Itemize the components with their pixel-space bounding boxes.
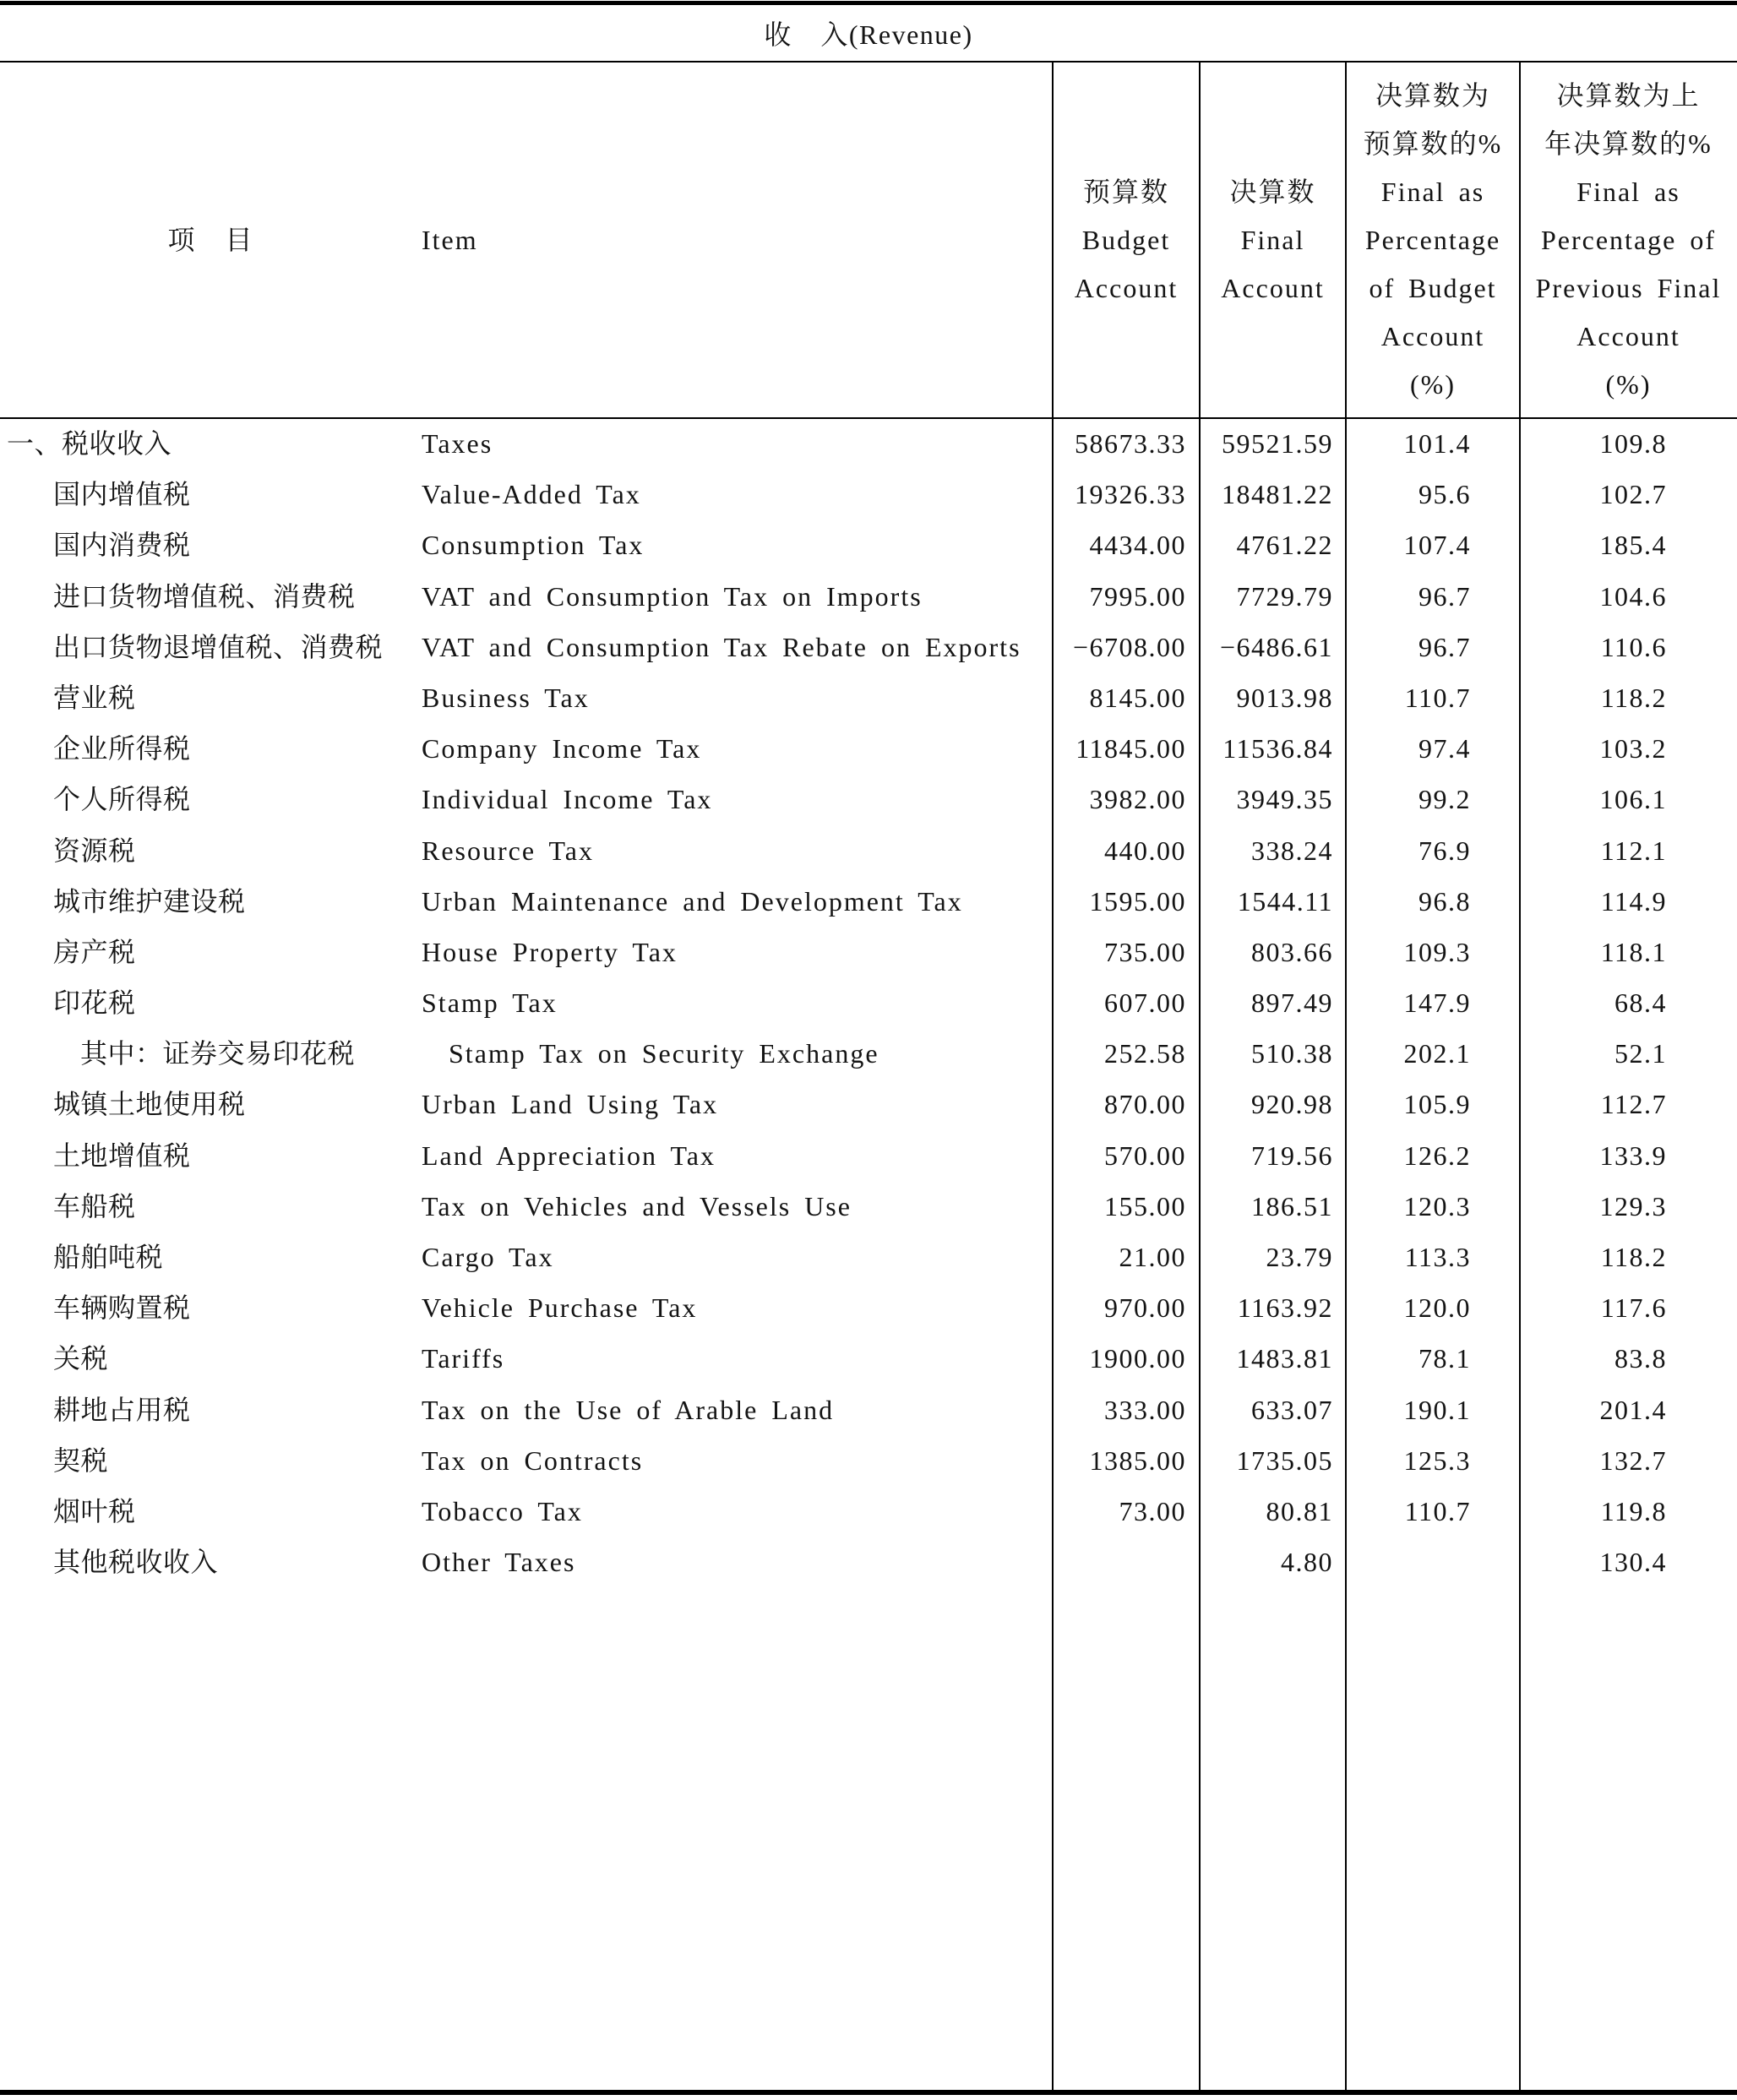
item-name-en: VAT and Consumption Tax Rebate on Exports <box>422 631 1021 662</box>
final-pct-of-budget-value: 96.7 <box>1418 580 1471 612</box>
table-row <box>0 1282 1737 1333</box>
final-account-value: −6486.61 <box>1219 631 1333 662</box>
budget-account-value: 1900.00 <box>1089 1343 1186 1374</box>
final-pct-of-budget-value: 107.4 <box>1403 530 1471 561</box>
header-pct-of-budget <box>1346 63 1520 417</box>
final-pct-of-budget-value: 110.7 <box>1404 1495 1471 1526</box>
item-name-zh: 个人所得税 <box>53 784 191 815</box>
final-account-value: 4761.22 <box>1236 530 1333 561</box>
header-line: Budget <box>1081 225 1171 255</box>
item-name-en: Value-Added Tax <box>422 479 641 510</box>
final-account-value: 1735.05 <box>1236 1444 1333 1476</box>
table-bottom-rule <box>0 2090 1737 2095</box>
budget-account-value: 333.00 <box>1104 1394 1186 1425</box>
item-name-en: Tax on the Use of Arable Land <box>422 1394 835 1425</box>
final-pct-of-budget-value: 110.7 <box>1404 682 1471 713</box>
final-pct-of-budget-value: 105.9 <box>1403 1089 1471 1120</box>
final-pct-of-previous-value: 112.7 <box>1600 1089 1667 1120</box>
final-pct-of-budget-value: 95.6 <box>1418 479 1471 510</box>
table-row <box>0 571 1737 622</box>
table-row <box>0 977 1737 1028</box>
item-name-en: Tariffs <box>422 1343 505 1374</box>
header-line: of Budget <box>1369 273 1497 303</box>
header-line: 预算数的% <box>1363 128 1503 159</box>
final-pct-of-budget-value: 96.8 <box>1418 885 1471 917</box>
item-name-zh: 国内增值税 <box>53 479 191 510</box>
table-row <box>0 1028 1737 1079</box>
final-pct-of-budget-value: 101.4 <box>1403 428 1471 459</box>
final-pct-of-previous-value: 104.6 <box>1599 580 1667 612</box>
budget-account-value: 4434.00 <box>1089 530 1186 561</box>
final-pct-of-previous-value: 129.3 <box>1599 1190 1667 1221</box>
final-pct-of-budget-value: 96.7 <box>1418 631 1471 662</box>
final-account-value: 897.49 <box>1251 987 1333 1019</box>
table-body <box>0 418 1737 1587</box>
final-pct-of-previous-value: 83.8 <box>1614 1343 1667 1374</box>
item-name-zh: 资源税 <box>53 835 136 866</box>
item-name-zh: 营业税 <box>53 682 136 713</box>
final-pct-of-budget-value: 125.3 <box>1403 1444 1471 1476</box>
table-row <box>0 1079 1737 1129</box>
final-pct-of-previous-value: 118.2 <box>1600 1242 1667 1272</box>
table-row <box>0 1486 1737 1537</box>
table-row <box>0 520 1737 570</box>
item-name-zh: 出口货物退增值税、消费税 <box>53 631 384 662</box>
final-account-value: 4.80 <box>1281 1547 1333 1578</box>
final-pct-of-previous-value: 117.6 <box>1600 1292 1667 1324</box>
table-row <box>0 1232 1737 1282</box>
final-pct-of-previous-value: 112.1 <box>1600 835 1667 866</box>
budget-account-value: 8145.00 <box>1089 682 1186 713</box>
item-name-en: Stamp Tax on Security Exchange <box>449 1038 879 1069</box>
header-line: Account <box>1576 321 1680 351</box>
final-account-value: 9013.98 <box>1236 682 1333 713</box>
header-line: Account <box>1221 273 1325 303</box>
table-row <box>0 1181 1737 1232</box>
item-name-en: Tax on Vehicles and Vessels Use <box>422 1190 852 1221</box>
final-pct-of-previous-value: 133.9 <box>1599 1140 1667 1171</box>
budget-account-value: 735.00 <box>1104 936 1186 967</box>
item-name-zh: 城市维护建设税 <box>53 885 246 917</box>
header-pct-of-previous <box>1520 63 1737 417</box>
final-pct-of-budget-value: 120.3 <box>1403 1190 1471 1221</box>
item-name-en: Cargo Tax <box>422 1242 554 1272</box>
budget-account-value: 1595.00 <box>1089 885 1186 917</box>
item-name-zh: 耕地占用税 <box>53 1394 191 1425</box>
final-pct-of-previous-value: 130.4 <box>1599 1547 1667 1578</box>
budget-account-value: 19326.33 <box>1075 479 1186 510</box>
final-pct-of-previous-value: 109.8 <box>1599 428 1667 459</box>
table-header <box>0 63 1737 417</box>
item-name-en: Consumption Tax <box>422 530 645 561</box>
final-pct-of-budget-value: 109.3 <box>1403 936 1471 967</box>
header-line: Account <box>1380 321 1485 351</box>
table-row <box>0 876 1737 927</box>
final-pct-of-budget-value: 120.0 <box>1403 1292 1471 1324</box>
header-line: 预算数 <box>1082 177 1169 207</box>
final-pct-of-budget-value: 97.4 <box>1418 733 1471 764</box>
final-pct-of-previous-value: 52.1 <box>1614 1038 1667 1069</box>
item-name-zh: 进口货物增值税、消费税 <box>53 580 356 612</box>
final-account-value: 338.24 <box>1251 835 1333 866</box>
table-row <box>0 1333 1737 1384</box>
table-row <box>0 927 1737 977</box>
item-name-zh: 船舶吨税 <box>53 1242 164 1272</box>
item-name-zh: 烟叶税 <box>53 1495 136 1526</box>
final-account-value: 23.79 <box>1266 1242 1333 1272</box>
header-line: 年决算数的% <box>1544 128 1712 159</box>
item-name-zh: 城镇土地使用税 <box>53 1089 246 1120</box>
item-name-zh: 土地增值税 <box>53 1140 191 1171</box>
budget-account-value: 870.00 <box>1104 1089 1186 1120</box>
budget-account-value: 570.00 <box>1104 1140 1186 1171</box>
final-pct-of-previous-value: 118.2 <box>1600 682 1667 713</box>
final-pct-of-previous-value: 106.1 <box>1599 784 1667 815</box>
item-name-en: Other Taxes <box>422 1547 576 1578</box>
final-account-value: 186.51 <box>1251 1190 1333 1221</box>
final-pct-of-previous-value: 118.1 <box>1600 936 1667 967</box>
final-account-value: 510.38 <box>1251 1038 1333 1069</box>
final-pct-of-previous-value: 185.4 <box>1599 530 1667 561</box>
budget-account-value <box>1053 1537 1200 1587</box>
header-line: Percentage <box>1364 225 1501 255</box>
header-item-en <box>422 63 1053 417</box>
item-name-en: Urban Land Using Tax <box>422 1089 719 1120</box>
item-name-zh: 印花税 <box>53 987 136 1019</box>
header-line: 决算数为 <box>1375 80 1490 111</box>
final-pct-of-budget-value: 78.1 <box>1418 1343 1471 1374</box>
final-pct-of-budget-value: 190.1 <box>1403 1394 1471 1425</box>
table-row <box>0 774 1737 824</box>
header-line: Account <box>1074 273 1179 303</box>
budget-account-value: 58673.33 <box>1075 428 1186 459</box>
item-name-zh: 关税 <box>53 1343 109 1374</box>
final-pct-of-previous-value: 68.4 <box>1614 987 1667 1019</box>
table-row <box>0 825 1737 876</box>
budget-account-value: 21.00 <box>1119 1242 1186 1272</box>
final-account-value: 11536.84 <box>1222 733 1333 764</box>
budget-account-value: −6708.00 <box>1072 631 1186 662</box>
final-pct-of-budget-value: 113.3 <box>1404 1242 1471 1272</box>
item-name-zh: 其他税收收入 <box>53 1547 219 1578</box>
item-name-en: House Property Tax <box>422 936 678 967</box>
final-account-value: 7729.79 <box>1236 580 1333 612</box>
table-row <box>0 672 1737 723</box>
budget-account-value: 440.00 <box>1104 835 1186 866</box>
table-row <box>0 723 1737 774</box>
table-row <box>0 1435 1737 1486</box>
budget-account-value: 970.00 <box>1104 1292 1186 1324</box>
final-pct-of-budget-value: 99.2 <box>1418 784 1471 815</box>
budget-account-value: 155.00 <box>1104 1190 1186 1221</box>
item-name-en: Individual Income Tax <box>422 784 713 815</box>
final-account-value: 719.56 <box>1251 1140 1333 1171</box>
item-name-en: Business Tax <box>422 682 590 713</box>
item-name-en: Tax on Contracts <box>422 1444 644 1476</box>
item-name-zh: 一、税收收入 <box>7 428 172 459</box>
header-line: Previous Final <box>1535 273 1722 303</box>
item-name-en: Tobacco Tax <box>422 1495 583 1526</box>
final-pct-of-previous-value: 119.8 <box>1600 1495 1667 1526</box>
item-name-zh: 车船税 <box>53 1190 136 1221</box>
item-name-en: Company Income Tax <box>422 733 702 764</box>
final-account-value: 80.81 <box>1266 1495 1333 1526</box>
budget-account-value: 7995.00 <box>1089 580 1186 612</box>
item-name-zh: 房产税 <box>53 936 136 967</box>
title-divider <box>0 61 1737 63</box>
final-pct-of-previous-value: 114.9 <box>1600 885 1667 917</box>
budget-account-value: 252.58 <box>1104 1038 1186 1069</box>
table-row <box>0 1130 1737 1181</box>
final-account-value: 920.98 <box>1251 1089 1333 1120</box>
header-line: Final <box>1240 225 1305 255</box>
item-name-en: VAT and Consumption Tax on Imports <box>422 580 923 612</box>
final-pct-of-budget-value: 76.9 <box>1418 835 1471 866</box>
header-line: 项 目 <box>167 225 254 255</box>
budget-account-value: 73.00 <box>1119 1495 1186 1526</box>
header-line: Final as <box>1576 177 1680 207</box>
final-account-value: 18481.22 <box>1222 479 1333 510</box>
budget-account-value: 11845.00 <box>1075 733 1186 764</box>
item-name-zh: 企业所得税 <box>53 733 191 764</box>
header-line: 决算数为上 <box>1556 80 1701 111</box>
final-account-value: 803.66 <box>1251 936 1333 967</box>
header-line: (%) <box>1605 369 1652 400</box>
table-title: 收 入(Revenue) <box>764 19 973 50</box>
final-pct-of-budget-value: 202.1 <box>1403 1038 1471 1069</box>
item-name-en: Vehicle Purchase Tax <box>422 1292 698 1324</box>
budget-account-value: 607.00 <box>1104 987 1186 1019</box>
final-account-value: 1163.92 <box>1237 1292 1333 1324</box>
final-pct-of-previous-value: 102.7 <box>1599 479 1667 510</box>
item-name-zh: 契税 <box>53 1444 109 1476</box>
header-line: (%) <box>1410 369 1456 400</box>
table-row <box>0 1537 1737 1587</box>
item-name-en: Resource Tax <box>422 835 594 866</box>
header-line: Percentage of <box>1540 225 1716 255</box>
final-pct-of-budget-value: 126.2 <box>1403 1140 1471 1171</box>
final-account-value: 59521.59 <box>1222 428 1333 459</box>
table-row <box>0 622 1737 672</box>
item-name-en: Stamp Tax <box>422 987 558 1019</box>
item-name-zh: 车辆购置税 <box>53 1292 191 1324</box>
final-pct-of-previous-value: 201.4 <box>1599 1394 1667 1425</box>
header-item-zh <box>0 63 422 417</box>
final-pct-of-budget-value: 147.9 <box>1403 987 1471 1019</box>
item-name-en: Land Appreciation Tax <box>422 1140 716 1171</box>
item-name-zh: 国内消费税 <box>53 530 191 561</box>
item-name-zh: 其中：证券交易印花税 <box>80 1038 356 1069</box>
header-line: Item <box>422 225 478 255</box>
header-final-account <box>1200 63 1346 417</box>
item-name-en: Urban Maintenance and Development Tax <box>422 885 963 917</box>
final-pct-of-previous-value: 132.7 <box>1599 1444 1667 1476</box>
table-row <box>0 1385 1737 1435</box>
final-pct-of-budget-value <box>1346 1537 1520 1587</box>
final-account-value: 1544.11 <box>1237 885 1333 917</box>
table-row <box>0 418 1737 469</box>
header-line: 决算数 <box>1229 177 1316 207</box>
final-account-value: 3949.35 <box>1236 784 1333 815</box>
budget-account-value: 1385.00 <box>1089 1444 1186 1476</box>
final-pct-of-previous-value: 110.6 <box>1600 631 1667 662</box>
header-line: Final as <box>1380 177 1485 207</box>
budget-account-value: 3982.00 <box>1089 784 1186 815</box>
item-name-en: Taxes <box>422 428 493 459</box>
final-account-value: 1483.81 <box>1236 1343 1333 1374</box>
final-pct-of-previous-value: 103.2 <box>1599 733 1667 764</box>
table-row <box>0 469 1737 520</box>
final-account-value: 633.07 <box>1251 1394 1333 1425</box>
header-budget-account <box>1053 63 1200 417</box>
